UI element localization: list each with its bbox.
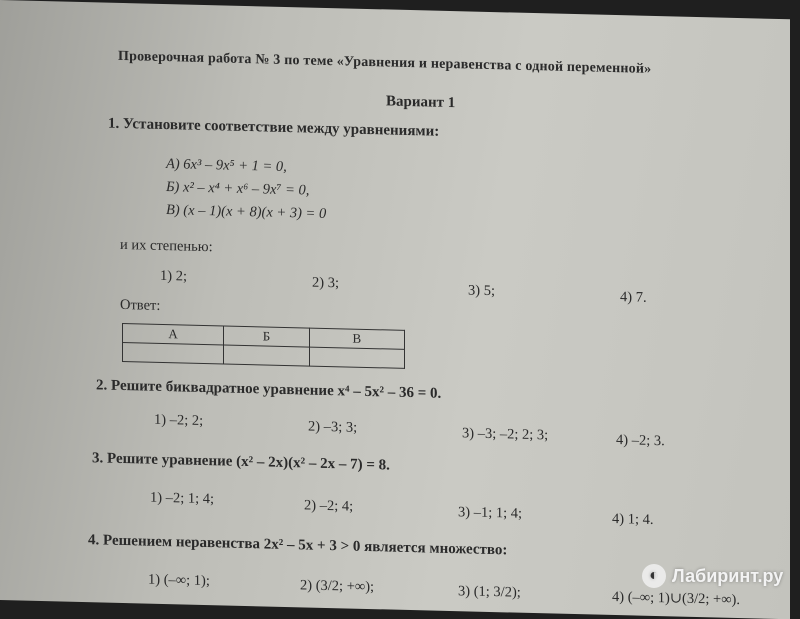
answer-table-header-b: Б bbox=[224, 326, 309, 347]
answer-label: Ответ: bbox=[120, 296, 161, 314]
task1-equation-a: А) 6x³ – 9x⁵ + 1 = 0, bbox=[166, 156, 287, 176]
task3-option-2: 2) –2; 4; bbox=[304, 497, 354, 515]
task3-option-3: 3) –1; 1; 4; bbox=[458, 504, 523, 522]
task2-question: 2. Решите биквадратное уравнение x⁴ – 5x² – 36 = 0. bbox=[96, 377, 442, 402]
task4-question: 4. Решением неравенства 2x² – 5x + 3 > 0 является множество: bbox=[88, 532, 508, 559]
task1-option-3: 3) 5; bbox=[468, 282, 495, 300]
task1-option-1: 1) 2; bbox=[160, 267, 187, 285]
task1-question: 1. Установите соответствие между уравнениями: bbox=[108, 115, 440, 140]
task3-question: 3. Решите уравнение (x² – 2x)(x² – 2x – 7) = 8. bbox=[92, 450, 390, 474]
answer-cell-c[interactable] bbox=[309, 347, 404, 368]
answer-table bbox=[122, 323, 405, 369]
task3-option-4: 4) 1; 4. bbox=[612, 510, 654, 528]
watermark-text: Лабиринт.ру bbox=[672, 565, 784, 586]
site-watermark bbox=[642, 562, 792, 590]
task4-option-2: 2) (3/2; +∞); bbox=[300, 577, 375, 596]
answer-table-header-a: А bbox=[123, 323, 224, 344]
answer-cell-a[interactable] bbox=[123, 342, 224, 363]
task2-option-1: 1) –2; 2; bbox=[154, 411, 204, 429]
task4-option-3: 3) (1; 3/2); bbox=[458, 583, 521, 601]
task2-option-2: 2) –3; 3; bbox=[308, 418, 358, 436]
task1-option-2: 2) 3; bbox=[312, 274, 339, 292]
task1-subtext: и их степенью: bbox=[120, 236, 213, 256]
task1-equation-b: Б) x² – x⁴ + x⁶ – 9x⁷ = 0, bbox=[166, 179, 310, 199]
page-title: Проверочная работа № 3 по теме «Уравнения и неравенства с одной переменной» bbox=[118, 48, 652, 77]
task1-option-4: 4) 7. bbox=[620, 289, 647, 306]
task4-option-1: 1) (–∞; 1); bbox=[148, 571, 210, 590]
task2-option-4: 4) –2; 3. bbox=[616, 432, 665, 450]
labirint-logo-icon: ◐ bbox=[642, 564, 666, 588]
answer-cell-b[interactable] bbox=[224, 345, 309, 366]
task4-option-4: 4) (–∞; 1)∪(3/2; +∞). bbox=[612, 588, 740, 609]
task1-equation-c: В) (x – 1)(x + 8)(x + 3) = 0 bbox=[166, 202, 327, 222]
task3-option-1: 1) –2; 1; 4; bbox=[150, 489, 215, 508]
answer-table-header-c: В bbox=[309, 328, 404, 349]
task2-option-3: 3) –3; –2; 2; 3; bbox=[462, 425, 549, 444]
variant-heading: Вариант 1 bbox=[386, 93, 456, 112]
